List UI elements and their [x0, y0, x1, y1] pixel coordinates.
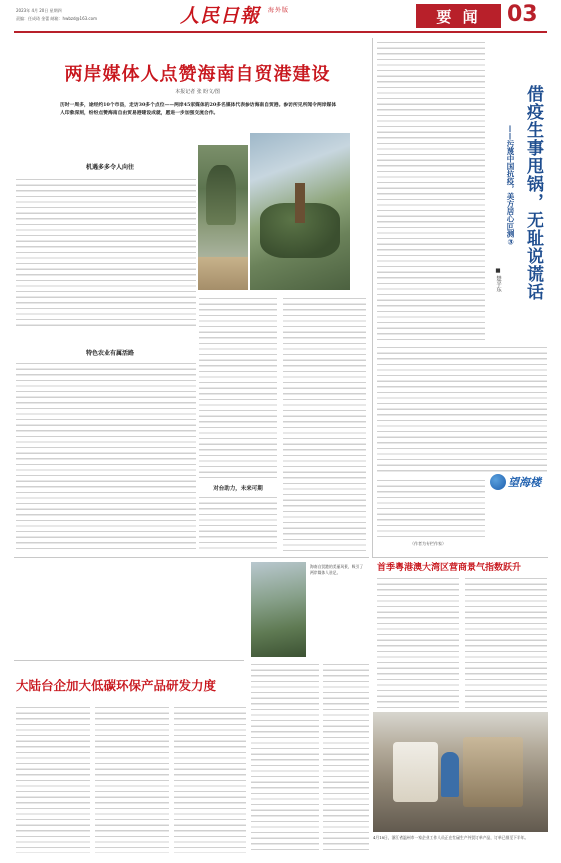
- article2-body-col2: [465, 576, 547, 708]
- header-rule: [14, 31, 547, 33]
- article3-body-col1: [16, 705, 90, 853]
- side-photo-caption: 海南自贸港的美丽风景，吸引了两岸媒体人驻足。: [310, 564, 364, 575]
- column-divider: [372, 38, 373, 558]
- factory-photo-caption: 4月18日，浙江省温州市一家企业工作人员正在忙碌生产外贸订单产品，订单已排至下半年。: [373, 835, 529, 840]
- article1-byline: 本报记者 张 盼文/图: [175, 89, 220, 95]
- section-label: 要 闻: [436, 8, 481, 26]
- article2-headline: 首季粤港澳大湾区营商景气指数跃升: [377, 563, 522, 573]
- editor-line: 责编：任成琦 金蕾 邮箱：hwbzd@163.com: [16, 16, 97, 21]
- article3-top-rule: [14, 660, 244, 661]
- column-subtitle: ——污蔑中国抗疫，美方居心叵测③: [506, 125, 515, 247]
- issue-date: 2023年 4月 20日 星期四: [16, 8, 62, 13]
- article3-body-col3: [174, 705, 246, 853]
- article3-body-col2: [95, 705, 169, 853]
- article1-body-col1b: [16, 361, 196, 553]
- edition-name: 海外版: [268, 7, 290, 14]
- article1-vertical-photo: [198, 145, 248, 290]
- wave-icon: [490, 474, 506, 490]
- article2-body-col1: [377, 576, 459, 708]
- column-body-c: [377, 478, 485, 538]
- page-number: 03: [507, 2, 538, 27]
- article1-subhead-2: 特色农业有属活路: [85, 350, 134, 357]
- article1-main-photo: [250, 133, 350, 290]
- article1-subhead-1: 机遇多多令人向往: [85, 164, 134, 171]
- column-title: 借疫生事甩锅，无耻说谎话: [523, 85, 543, 301]
- article1-body-col3: [283, 296, 366, 553]
- column-body-a: [377, 40, 485, 340]
- article1-subhead-3: 对台助力，未来可期: [213, 486, 263, 492]
- newspaper-logo: 人民日報: [180, 5, 261, 27]
- article1-bottom-rule: [14, 557, 369, 558]
- article3-body-col4: [251, 662, 319, 853]
- column-author-note: （作者为专栏作家）: [410, 541, 446, 546]
- column-author: ■ 楚平东: [495, 268, 501, 293]
- brand-text: 望海楼: [508, 476, 541, 489]
- column-bottom-rule: [372, 557, 548, 558]
- article1-body-col2: [199, 296, 277, 478]
- article1-body-col1a: [16, 177, 196, 327]
- article1-body-col2b: [199, 495, 277, 553]
- column-brand-logo: [490, 470, 546, 496]
- factory-photo: [373, 712, 548, 832]
- column-body-b: [377, 345, 547, 475]
- article3-body-col5: [323, 662, 369, 853]
- article1-lead: 历时一周多，途经约10个市县，走访30多个点位——两岸45家媒体的20多名媒体代表参访海南自贸港。参访所见所闻令两岸媒体人印象深刻，纷纷点赞海南自由贸易港建设成就，愿进一步加强交流合作。: [60, 102, 337, 116]
- article3-headline: 大陆台企加大低碳环保产品研发力度: [16, 678, 217, 693]
- article1-side-photo: [251, 562, 306, 657]
- article1-headline: 两岸媒体人点赞海南自贸港建设: [64, 64, 331, 85]
